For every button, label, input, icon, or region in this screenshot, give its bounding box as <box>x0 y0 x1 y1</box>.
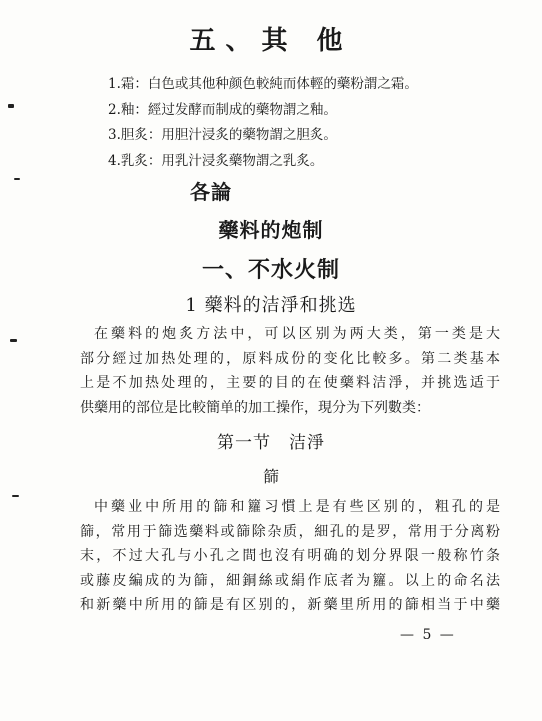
paragraph-line: 或藤皮編成的为篩，細銅絲或絹作底者为籮。以上的命名法 <box>80 572 500 589</box>
paragraph-line: 在藥料的炮炙方法中，可以区别为两大类，第一类是大 <box>94 326 500 342</box>
margin-mark <box>10 339 17 342</box>
paragraph-line: 部分經过加热处理的，原料成份的变化比較多。第二类基本 <box>80 350 500 367</box>
definition-item: 2.釉：經过发酵而制成的藥物謂之釉。 <box>108 101 337 118</box>
page-number: — 5 — <box>400 627 456 643</box>
part-heading: 各論 <box>190 180 232 204</box>
paragraph-line: 和新藥中所用的篩是有区别的，新藥里所用的篩相当于中藥 <box>80 597 500 613</box>
section-title: 第一节 洁淨 <box>217 433 325 453</box>
margin-mark <box>14 178 20 180</box>
paragraph-line: 中藥业中所用的篩和籮习慣上是有些区别的，粗孔的是 <box>94 499 500 515</box>
section-subtitle: 篩 <box>262 467 279 486</box>
page-title: 五、其 他 <box>189 26 353 56</box>
section-heading: 一、不水火制 <box>201 257 340 283</box>
margin-mark <box>12 495 19 497</box>
definition-item: 1.霜：白色或其他种颜色較純而体輕的藥粉謂之霜。 <box>108 76 418 92</box>
definition-item: 4.乳炙：用乳汁浸炙藥物謂之乳炙。 <box>108 152 324 169</box>
chapter-heading: 藥料的炮制 <box>218 218 324 242</box>
sieve-paragraph <box>80 495 500 618</box>
paragraph-line: 末，不过大孔与小孔之間也沒有明确的划分界限一般称竹条 <box>80 548 500 564</box>
definition-item: 3.胆炙：用胆汁浸炙的藥物謂之胆炙。 <box>108 127 337 143</box>
paragraph-line: 供藥用的部位是比較簡单的加工操作，現分为下列數类： <box>80 399 430 416</box>
subsection-heading: 1 藥料的洁淨和挑选 <box>185 295 357 316</box>
margin-mark <box>8 104 14 108</box>
intro-paragraph <box>80 322 500 420</box>
paragraph-line: 上是不加热处理的，主要的目的在使藥料洁淨，并挑选适于 <box>80 375 500 391</box>
definition-list <box>108 72 528 174</box>
paragraph-line: 篩，常用于篩选藥料或篩除杂质，細孔的是罗，常用于分离粉 <box>80 523 500 540</box>
